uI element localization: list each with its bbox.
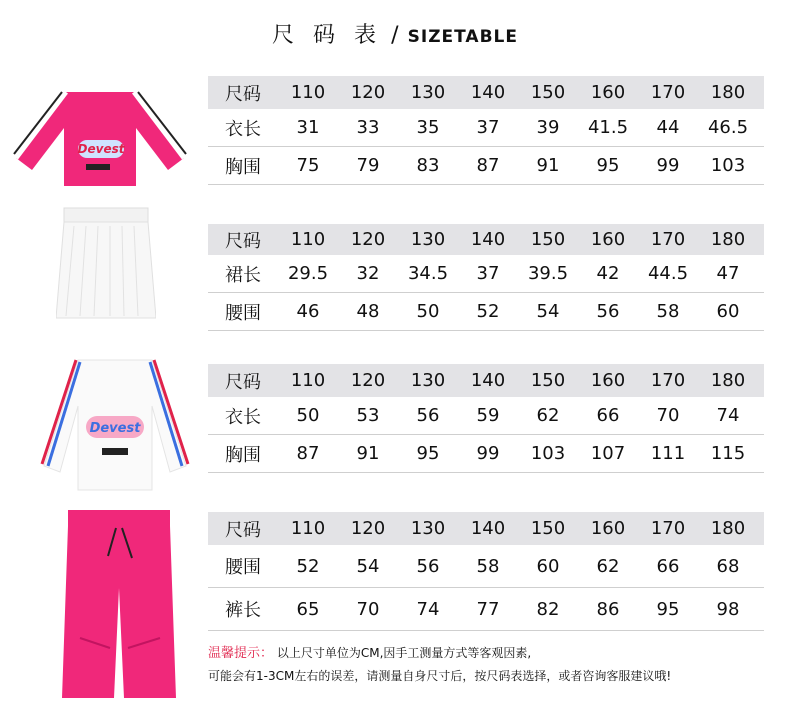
table-header-row [208,224,764,255]
row-label: 腰围 [225,557,261,578]
size-110: 110 [290,370,326,391]
row-label: 衣长 [225,118,261,140]
size-140: 140 [470,518,506,539]
note-highlight: 温馨提示： [208,646,274,661]
table-cell: 107 [590,443,626,464]
table-cell: 99 [656,155,680,176]
table-row [208,588,764,631]
table-cell: 56 [416,555,440,577]
table-cell: 39 [536,117,560,138]
tee-print-text-2: Devest [89,421,141,436]
size-120: 120 [350,229,386,250]
table-cell: 86 [596,598,620,620]
size-150: 150 [530,229,566,250]
table-cell: 75 [296,155,320,176]
header-label: 尺码 [225,371,261,393]
size-140: 140 [470,370,506,391]
table-cell: 37 [476,117,500,138]
table-cell: 33 [356,117,380,138]
row-label: 裤长 [225,600,261,621]
table-cell: 44.5 [647,263,689,284]
size-160: 160 [590,370,626,391]
table-cell: 99 [476,443,500,464]
size-170: 170 [650,229,686,250]
table-header-row [208,364,764,397]
table-cell: 65 [296,598,320,620]
size-130: 130 [410,518,446,539]
white-long-sleeve-tee-image [40,356,190,494]
table-cell: 83 [416,155,440,176]
table-cell: 42 [596,263,620,284]
title-en: SIZETABLE [407,27,518,47]
table-cell: 58 [656,301,680,322]
white-pleated-skirt-image [56,206,156,324]
table-cell: 60 [716,301,740,322]
size-170: 170 [650,370,686,391]
note-text-1: 以上尺寸单位为CM,因手工测量方式等客观因素, [276,646,532,660]
size-130: 130 [410,229,446,250]
table-cell: 95 [596,155,620,176]
note-line-1 [208,642,671,665]
table-cell: 103 [530,443,566,464]
row-label: 裙长 [225,264,261,286]
table-cell: 77 [476,598,500,620]
size-150: 150 [530,370,566,391]
pink-pants-image [60,508,178,700]
table-cell: 46.5 [707,117,749,138]
table-cell: 32 [356,263,380,284]
table-cell: 70 [356,598,380,620]
size-170: 170 [650,518,686,539]
size-160: 160 [590,229,626,250]
table-cell: 70 [656,405,680,426]
size-120: 120 [350,82,386,103]
table-cell: 47 [716,263,740,284]
size-180: 180 [710,82,746,103]
table-row [208,147,764,185]
table-cell: 98 [716,598,740,620]
table-cell: 95 [656,598,680,620]
title-slash: / [391,23,399,48]
table-header-row [208,76,764,109]
size-130: 130 [410,82,446,103]
size-140: 140 [470,229,506,250]
table-cell: 34.5 [407,263,449,284]
table-cell: 68 [716,555,740,577]
table-row [208,109,764,147]
header-label: 尺码 [225,230,261,252]
title-cn: 尺 码 表 [272,23,383,48]
size-180: 180 [710,518,746,539]
pink-cropped-tee-image [8,90,192,190]
table-cell: 48 [356,301,380,322]
size-170: 170 [650,82,686,103]
page-title [0,18,790,49]
size-note [208,642,671,687]
size-table-pants [208,512,764,631]
table-cell: 60 [536,555,560,577]
table-cell: 91 [536,155,560,176]
table-cell: 79 [356,155,380,176]
table-cell: 87 [476,155,500,176]
table-cell: 37 [476,263,500,284]
table-cell: 58 [476,555,500,577]
table-cell: 31 [296,117,320,138]
table-cell: 111 [650,443,686,464]
size-180: 180 [710,370,746,391]
table-cell: 74 [716,405,740,426]
table-row [208,545,764,588]
table-cell: 91 [356,443,380,464]
table-cell: 52 [476,301,500,322]
table-row [208,435,764,473]
size-120: 120 [350,370,386,391]
table-cell: 56 [416,405,440,426]
row-label: 腰围 [225,302,261,324]
size-130: 130 [410,370,446,391]
table-cell: 115 [710,443,746,464]
header-label: 尺码 [225,519,261,541]
header-label: 尺码 [225,83,261,105]
table-cell: 59 [476,405,500,426]
row-label: 胸围 [225,444,261,466]
size-110: 110 [290,229,326,250]
table-cell: 74 [416,598,440,620]
size-table-skirt [208,224,764,331]
table-cell: 54 [356,555,380,577]
size-table-tee-pink [208,76,764,185]
size-table-tee-white [208,364,764,473]
row-label: 胸围 [225,156,261,178]
note-line-2: 可能会有1-3CM左右的误差，请测量自身尺寸后，按尺码表选择，或者咨询客服建议哦! [208,669,672,683]
table-cell: 29.5 [287,263,329,284]
table-cell: 35 [416,117,440,138]
table-header-row [208,512,764,545]
size-160: 160 [590,518,626,539]
table-cell: 62 [536,405,560,426]
table-row [208,255,764,293]
table-cell: 54 [536,301,560,322]
table-cell: 62 [596,555,620,577]
size-150: 150 [530,518,566,539]
table-cell: 87 [296,443,320,464]
table-cell: 50 [296,405,320,426]
table-cell: 39.5 [527,263,569,284]
table-cell: 41.5 [587,117,629,138]
size-110: 110 [290,518,326,539]
table-cell: 103 [710,155,746,176]
table-row [208,293,764,331]
table-cell: 53 [356,405,380,426]
table-cell: 66 [656,555,680,577]
table-cell: 82 [536,598,560,620]
size-180: 180 [710,229,746,250]
table-cell: 50 [416,301,440,322]
tee-print-text: Devest [77,142,125,156]
size-110: 110 [290,82,326,103]
table-cell: 46 [296,301,320,322]
table-cell: 95 [416,443,440,464]
row-label: 衣长 [225,406,261,428]
size-160: 160 [590,82,626,103]
size-150: 150 [530,82,566,103]
table-cell: 66 [596,405,620,426]
table-row [208,397,764,435]
size-140: 140 [470,82,506,103]
size-120: 120 [350,518,386,539]
table-cell: 56 [596,301,620,322]
table-cell: 52 [296,555,320,577]
table-cell: 44 [656,117,680,138]
